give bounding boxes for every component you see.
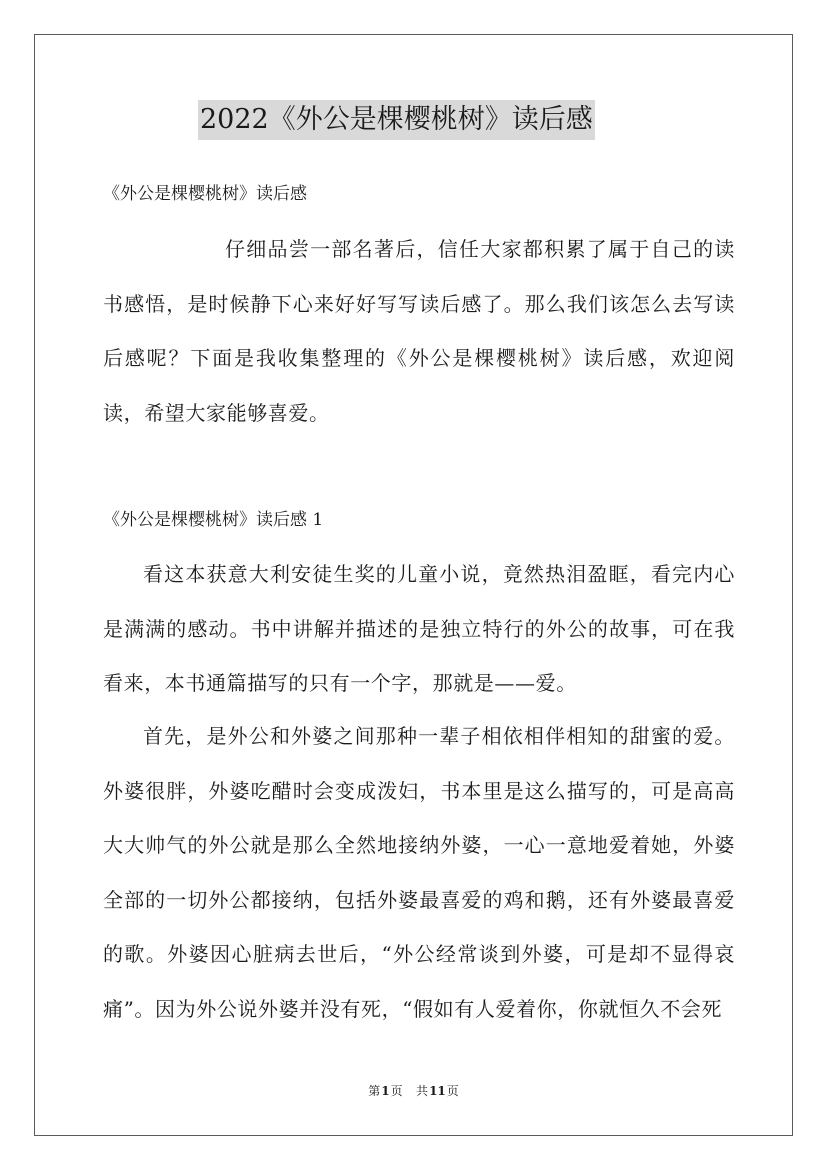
page-number: 1	[381, 1084, 390, 1098]
body-paragraph-2: 首先，是外公和外婆之间那种一辈子相依相伴相知的甜蜜的爱。外婆很胖，外婆吃醋时会变成泼妇，书本里是这么描写的，可是高高大大帅气的外公就是那么全然地接纳外婆，一心一意地爱着她，外婆全部的一切外公都接纳，包括外婆最喜爱的鸡和鹅，还有外婆最喜爱的歌。外婆因心脏病去世后，“外公经常谈到外婆，可是却不显得哀痛”。因为外公说外婆并没有死，“假如有人爱着你，你就恒久不会死	[103, 724, 735, 1021]
page-suffix: 页	[390, 1084, 403, 1098]
total-pages: 11	[429, 1084, 446, 1098]
total-prefix: 共	[416, 1084, 429, 1098]
body-paragraph-1: 看这本获意大利安徒生奖的儿童小说，竟然热泪盈眶，看完内心是满满的感动。书中讲解并描述的是独立特行的外公的故事，可在我看来，本书通篇描写的只有一个字，那就是——爱。	[103, 562, 735, 696]
document-subtitle: 《外公是棵樱桃树》读后感	[103, 184, 307, 204]
page-prefix: 第	[368, 1084, 381, 1098]
total-suffix: 页	[446, 1084, 459, 1098]
page-footer	[0, 1083, 827, 1099]
section-title: 《外公是棵樱桃树》读后感 1	[103, 510, 324, 530]
intro-paragraph: 仔细品尝一部名著后，信任大家都积累了属于自己的读书感悟，是时候静下心来好好写写读后感了。那么我们该怎么去写读后感呢？下面是我收集整理的《外公是棵樱桃树》读后感，欢迎阅读，希望大家能够喜爱。	[103, 237, 735, 425]
document-title: 2022《外公是棵樱桃树》读后感	[198, 100, 595, 140]
